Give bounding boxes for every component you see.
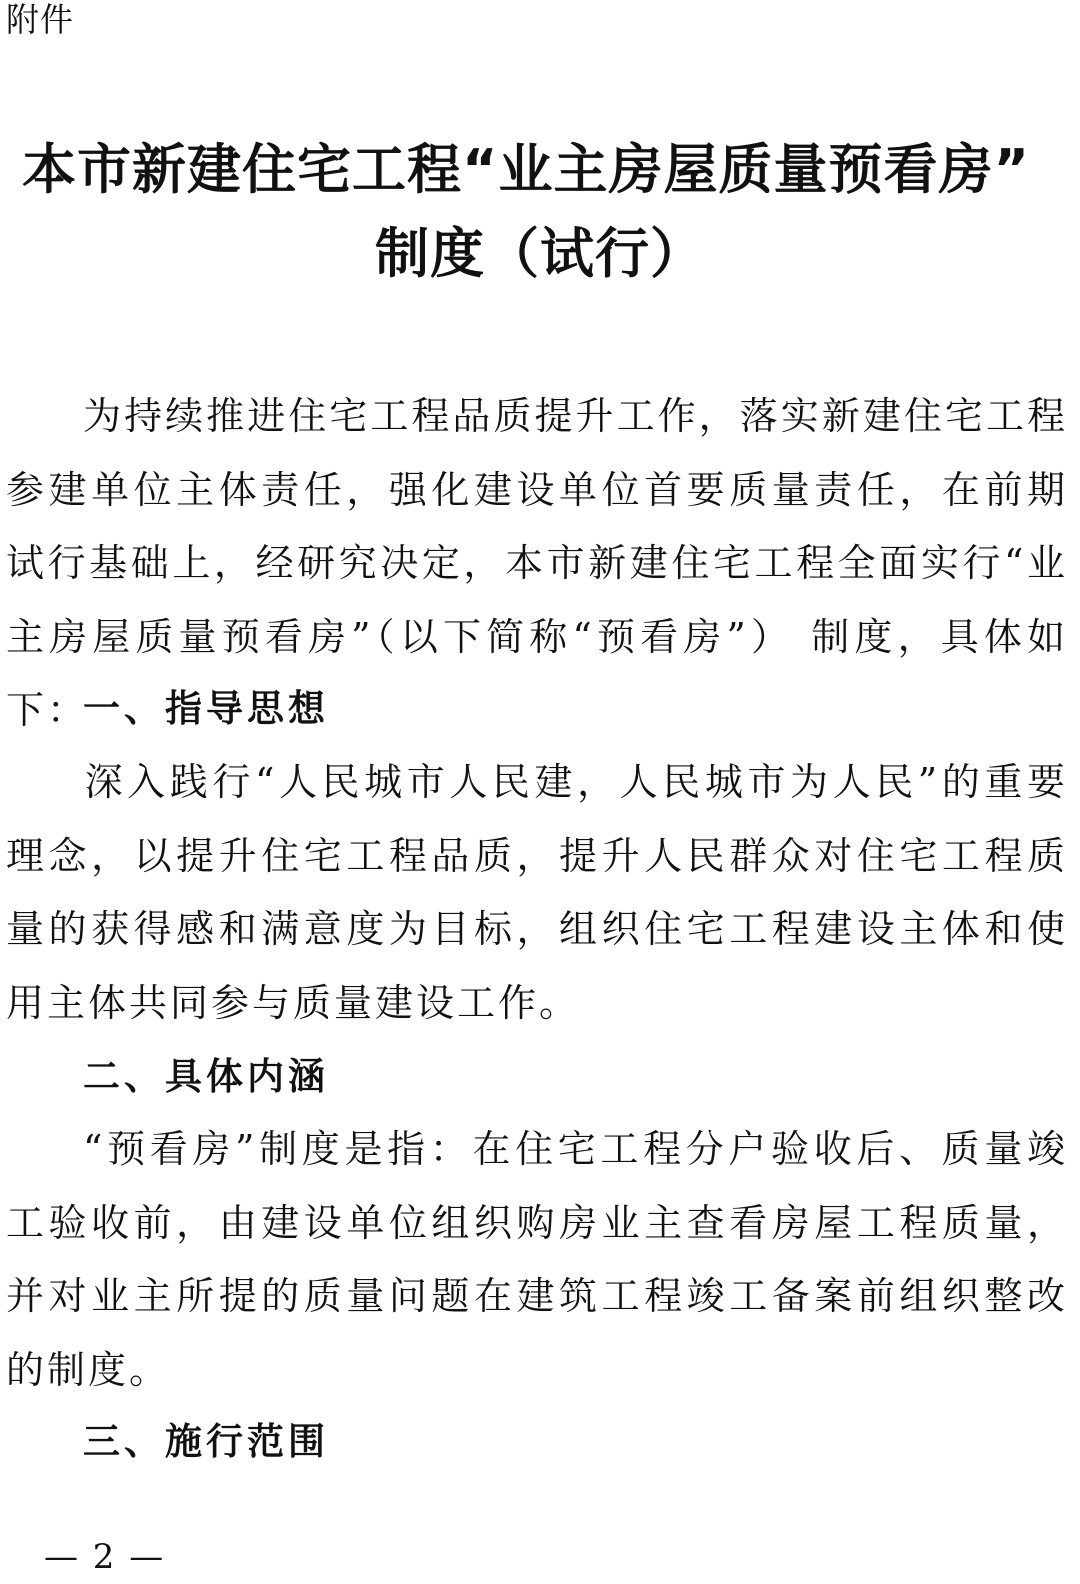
document-title-line-1: 本市新建住宅工程“业主房屋质量预看房”	[22, 138, 1030, 201]
guiding-ideology-paragraph	[6, 746, 1068, 1040]
page-number: — 2 —	[44, 1537, 166, 1577]
section-heading-specific-content: 二、具体内涵	[83, 1055, 329, 1098]
guiding-ideology-text: 深入践行“人民城市人民建，人民城市为人民”的重要理念，以提升住宅工程品质，提升人民群众对住宅工程质量的获得感和满意度为目标，组织住宅工程建设主体和使用主体共同参与质量建设工作。	[6, 760, 1068, 1025]
intro-paragraph-text: 为持续推进住宅工程品质提升工作，落实新建住宅工程参建单位主体责任，强化建设单位首要质量责任，在前期试行基础上，经研究决定，本市新建住宅工程全面实行“业主房屋质量预看房”（以下简称“预看房”） 制度，具体如下：	[6, 394, 1068, 732]
section-heading-scope: 三、施行范围	[83, 1420, 329, 1463]
document-title-line-2: 制度（试行）	[375, 222, 705, 285]
section-heading-guiding-ideology: 一、指导思想	[83, 687, 329, 730]
specific-content-paragraph	[6, 1113, 1068, 1407]
specific-content-text: “预看房”制度是指：在住宅工程分户验收后、质量竣工验收前，由建设单位组织购房业主查看房屋工程质量，并对业主所提的质量问题在建筑工程竣工备案前组织整改的制度。	[6, 1127, 1068, 1392]
attachment-label: 附件	[6, 0, 74, 39]
